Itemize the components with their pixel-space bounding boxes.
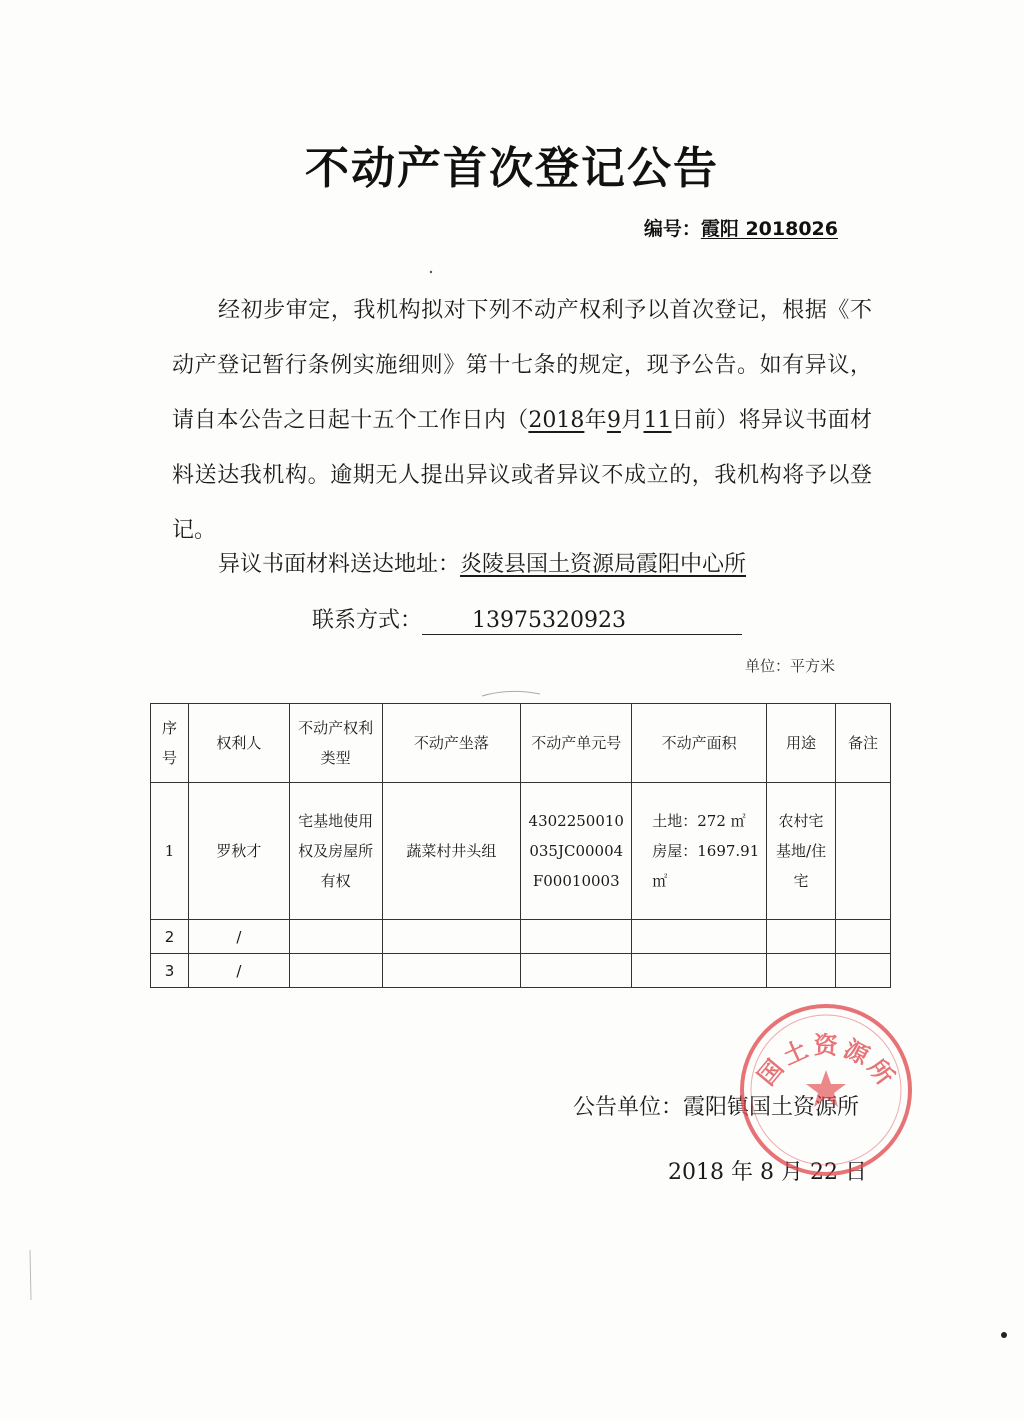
header-usage: 用途 <box>767 704 836 783</box>
cell-holder: / <box>188 920 289 954</box>
cell-area <box>632 783 767 920</box>
contact-value: 13975320923 <box>422 608 742 635</box>
cell-right-type <box>289 920 382 954</box>
cell-location <box>382 920 521 954</box>
cell-usage <box>767 920 836 954</box>
cell-seq: 3 <box>151 954 189 988</box>
cell-area <box>632 954 767 988</box>
unit-label: 单位：平方米 <box>745 657 836 675</box>
area-land: 土地：272 ㎡ <box>652 812 746 830</box>
table-row <box>151 954 891 988</box>
deadline-year-unit: 年 <box>584 408 607 433</box>
table-header-row <box>151 704 891 783</box>
doc-number <box>644 214 838 241</box>
official-seal-icon <box>736 1000 916 1180</box>
header-holder: 权利人 <box>188 704 289 783</box>
contact-label: 联系方式： <box>312 608 423 633</box>
unit-no-line-1: 4302250010 <box>528 812 624 830</box>
cell-right-type <box>289 954 382 988</box>
header-seq: 序号 <box>151 704 189 783</box>
cell-seq: 2 <box>151 920 189 954</box>
header-unit-no: 不动产单元号 <box>521 704 632 783</box>
cell-holder: 罗秋才 <box>188 783 289 920</box>
cell-area <box>632 920 767 954</box>
notice-unit-value: 霞阳镇国土资源所 <box>683 1095 860 1120</box>
deadline-day: 11 <box>643 408 672 433</box>
cell-remark <box>836 954 891 988</box>
table-row <box>151 920 891 954</box>
doc-number-label: 编号： <box>643 218 701 240</box>
address-label: 异议书面材料送达地址： <box>218 552 461 577</box>
header-right-type: 不动产权利类型 <box>289 704 382 783</box>
cell-holder: / <box>188 954 289 988</box>
deadline-year: 2018 <box>528 408 585 433</box>
cell-seq: 1 <box>151 783 189 920</box>
cell-location: 蔬菜村井头组 <box>382 783 521 920</box>
unit-no-line-3: F00010003 <box>532 872 620 890</box>
cell-remark <box>836 920 891 954</box>
doc-number-value: 霞阳 2018026 <box>700 218 838 240</box>
cell-unit-no <box>521 920 632 954</box>
notice-text-part1: 经初步审定，我机构拟对下列不动产权利予以首次登记，根据《不动产登记暂行条例实施细则》第十七条的规定，现予公告。如有异议，请自本公告之日起十五个工作日内（ <box>172 298 872 433</box>
area-house: 房屋：1697.91 ㎡ <box>652 842 760 890</box>
header-area: 不动产面积 <box>632 704 767 783</box>
deadline-month: 9 <box>606 408 621 433</box>
cell-usage <box>767 954 836 988</box>
address-value: 炎陵县国土资源局霞阳中心所 <box>460 552 747 577</box>
header-remark: 备注 <box>836 704 891 783</box>
deadline-month-unit: 月 <box>620 408 644 433</box>
cell-usage: 农村宅基地/住宅 <box>767 783 836 920</box>
notice-date: 2018 年 8 月 22 日 <box>668 1160 867 1185</box>
unit-no-line-2: 035JC00004 <box>529 842 624 860</box>
notice-paragraph <box>172 283 872 558</box>
page-title: 不动产首次登记公告 <box>305 143 719 194</box>
cell-location <box>382 954 521 988</box>
cell-unit-no <box>521 783 632 920</box>
cell-remark <box>836 783 891 920</box>
table-row <box>151 783 891 920</box>
objection-address <box>218 547 746 578</box>
cell-right-type: 宅基地使用权及房屋所有权 <box>289 783 382 920</box>
seal-text: 国土资源所 <box>752 1031 902 1094</box>
notice-text-part2: 日前）将异议书面材料送达我机构。逾期无人提出异议或者异议不成立的，我机构将予以登记。 <box>172 408 872 543</box>
contact-info <box>312 603 742 635</box>
property-table <box>150 703 891 988</box>
cell-unit-no <box>521 954 632 988</box>
header-location: 不动产坐落 <box>382 704 521 783</box>
notice-unit-label: 公告单位： <box>573 1095 684 1120</box>
